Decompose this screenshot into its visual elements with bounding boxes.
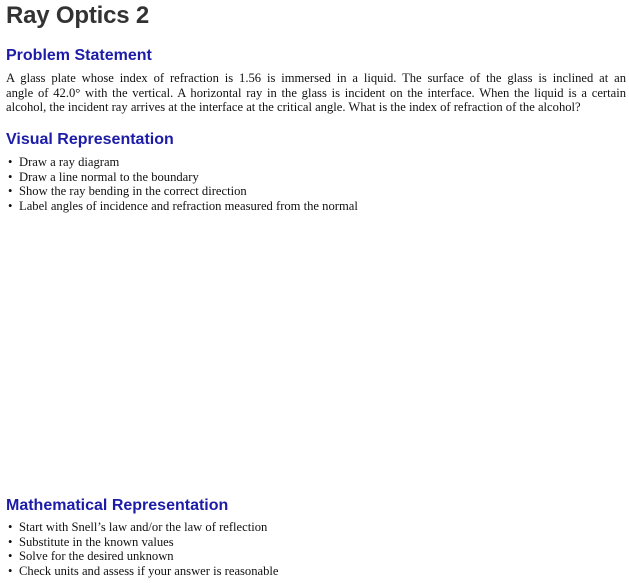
bullet-icon: • <box>8 155 13 169</box>
bullet-icon: • <box>8 534 13 549</box>
list-item: • Start with Snell’s law and/or the law of reflection <box>8 520 268 534</box>
list-item: • Show the ray bending in the correct direction <box>8 184 247 199</box>
bullet-icon: • <box>8 198 13 213</box>
list-item: • Solve for the desired unknown <box>8 549 174 564</box>
mathematical-representation-list <box>6 520 279 578</box>
problem-line: alcohol, the incident ray arrives at the interface at the critical angle. What is the index of refraction of the alcohol? <box>6 100 581 114</box>
visual-representation-list <box>6 155 358 213</box>
visual-representation-heading: Visual Representation <box>6 131 174 148</box>
list-item: • Label angles of incidence and refraction measured from the normal <box>8 198 358 213</box>
mathematical-representation-heading: Mathematical Representation <box>6 497 229 514</box>
bullet-icon: • <box>8 169 13 184</box>
bullet-icon: • <box>8 520 13 534</box>
bullet-icon: • <box>8 563 13 578</box>
list-item: • Draw a ray diagram <box>8 155 120 169</box>
problem-statement-heading: Problem Statement <box>6 47 152 64</box>
problem-line: angle of 42.0° with the vertical. A horizontal ray in the glass is incident on the interface. When the liquid is a certain <box>6 85 626 100</box>
list-item: • Draw a line normal to the boundary <box>8 169 199 184</box>
list-item: • Substitute in the known values <box>8 534 174 549</box>
bullet-icon: • <box>8 549 13 564</box>
problem-line: A glass plate whose index of refraction is 1.56 is immersed in a liquid. The surface of the glass is inclined at an <box>6 71 626 85</box>
page-title: Ray Optics 2 <box>6 2 149 29</box>
list-item: • Check units and assess if your answer is reasonable <box>8 563 279 578</box>
problem-statement-text <box>6 71 626 115</box>
bullet-icon: • <box>8 184 13 199</box>
